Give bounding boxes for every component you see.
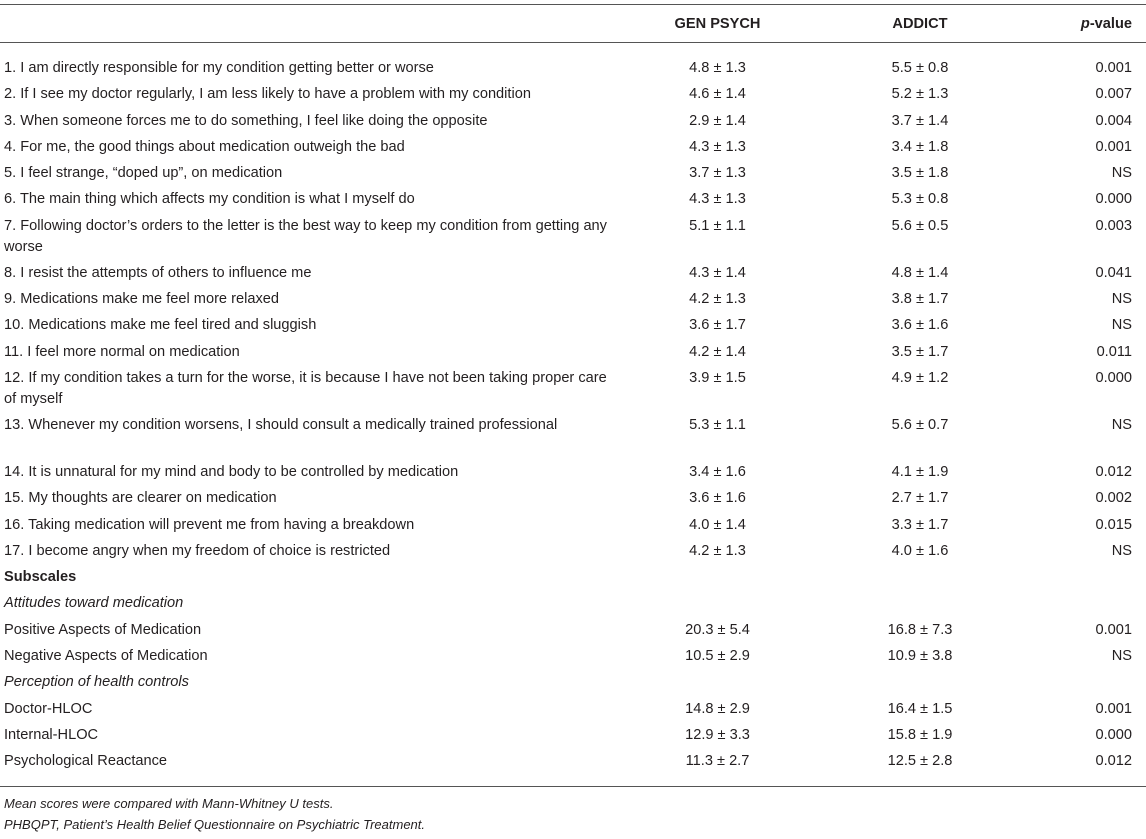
table-row [0,58,1146,84]
table-row [0,646,1146,672]
row-label: 8. I resist the attempts of others to influence me [4,264,312,281]
row-label: 17. I become angry when my freedom of choice is restricted [4,542,391,559]
row-addict: 4.9 ± 1.2 [891,369,949,386]
row-p-value: 0.002 [1095,490,1132,507]
subscales-title: Subscales [4,569,77,586]
row-gen-psych: 20.3 ± 5.4 [685,621,750,638]
row-addict: 3.5 ± 1.7 [891,343,949,360]
row-p-value: 0.000 [1095,726,1132,743]
row-p-value: NS [1111,542,1132,559]
row-addict: 10.9 ± 3.8 [887,648,953,665]
row-addict: 5.6 ± 0.7 [891,416,949,433]
row-addict: 3.8 ± 1.7 [891,291,949,308]
row-p-value: 0.015 [1095,516,1132,533]
row-gen-psych: 4.0 ± 1.4 [689,516,746,533]
table-row [0,699,1146,725]
row-label: 5. I feel strange, “doped up”, on medication [4,165,283,182]
row-label: 14. It is unnatural for my mind and body to be controlled by medication [4,463,459,480]
row-p-value: 0.001 [1095,700,1132,717]
table-header [0,5,1146,42]
row-label: 6. The main thing which affects my condition is what I myself do [4,191,415,208]
row-label: 4. For me, the good things about medication outweigh the bad [4,138,405,155]
results-table [0,4,1146,835]
row-p-value: 0.012 [1095,463,1132,480]
table-row [0,515,1146,541]
row-p-value: 0.001 [1095,621,1132,638]
row-label: 16. Taking medication will prevent me from having a breakdown [4,516,415,533]
row-addict: 3.6 ± 1.6 [891,317,949,334]
table-row [0,163,1146,189]
table-row [0,216,1146,263]
row-label: Psychological Reactance [4,753,168,770]
row-gen-psych: 4.3 ± 1.4 [689,264,746,281]
row-label: 11. I feel more normal on medication [4,343,240,360]
row-addict: 15.8 ± 1.9 [887,726,953,743]
row-addict: 16.8 ± 7.3 [887,621,953,638]
row-addict: 4.8 ± 1.4 [891,264,949,281]
row-addict: 3.7 ± 1.4 [891,112,949,129]
row-p-value: NS [1111,416,1132,433]
header-p-value [1025,16,1142,32]
row-label: Internal-HLOC [4,726,99,743]
row-gen-psych: 4.2 ± 1.3 [689,542,746,559]
group-title-attitudes: Attitudes toward medication [4,595,184,612]
row-p-value: 0.012 [1095,753,1132,770]
row-p-value: 0.011 [1096,343,1132,360]
table-row [0,541,1146,567]
row-p-value: NS [1111,165,1132,182]
row-label: Doctor-HLOC [4,700,93,717]
group-title-health-controls: Perception of health controls [4,674,189,691]
row-gen-psych: 3.4 ± 1.6 [689,463,746,480]
row-p-value: 0.000 [1095,369,1132,386]
footnote-2: PHBQPT, Patient’s Health Belief Questionnaire on Psychiatric Treatment. [4,816,426,832]
table-row [0,263,1146,289]
row-p-value: 0.000 [1095,191,1132,208]
row-label: 2. If I see my doctor regularly, I am less likely to have a problem with my condition [4,86,531,103]
row-label: 15. My thoughts are clearer on medication [4,490,277,507]
row-addict: 4.1 ± 1.9 [891,463,949,480]
table-row [0,462,1146,488]
row-label: 3. When someone forces me to do something, I feel like doing the opposite [4,112,488,129]
row-p-value: 0.001 [1095,138,1132,155]
row-gen-psych: 3.7 ± 1.3 [689,165,746,182]
row-gen-psych: 4.8 ± 1.3 [689,60,746,76]
table-row [0,620,1146,646]
table-row [0,725,1146,751]
row-p-value: 0.004 [1095,112,1132,129]
row-p-value: 0.041 [1095,264,1132,281]
row-gen-psych: 4.2 ± 1.4 [689,343,746,360]
row-addict: 12.5 ± 2.8 [887,753,953,770]
row-addict: 16.4 ± 1.5 [887,700,953,717]
row-gen-psych: 3.6 ± 1.7 [689,317,746,334]
row-p-value: 0.003 [1095,217,1132,234]
row-gen-psych: 4.3 ± 1.3 [689,191,746,208]
header-addict: ADDICT [892,16,948,32]
table-row [0,342,1146,368]
row-p-value: 0.001 [1095,60,1132,76]
table-row [0,315,1146,341]
footnotes [0,787,1146,835]
row-addict: 5.3 ± 0.8 [891,191,949,208]
row-p-value: NS [1111,648,1132,665]
row-addict: 2.7 ± 1.7 [891,490,949,507]
row-label: 9. Medications make me feel more relaxed [4,291,279,308]
row-gen-psych: 11.3 ± 2.7 [685,753,750,770]
row-addict: 5.2 ± 1.3 [891,86,949,103]
row-gen-psych: 12.9 ± 3.3 [685,726,750,743]
header-p-rest: -value [1089,16,1132,32]
row-gen-psych: 4.6 ± 1.4 [689,86,746,103]
table-row [0,289,1146,315]
row-gen-psych: 2.9 ± 1.4 [689,112,746,129]
table-row [0,137,1146,163]
row-label: 12. If my condition takes a turn for the worse, it is because I have not been taking proper care of myself [4,369,607,407]
row-addict: 3.4 ± 1.8 [891,138,949,155]
row-addict: 4.0 ± 1.6 [891,542,949,559]
row-label: Positive Aspects of Medication [4,621,202,638]
table-row [0,751,1146,777]
row-label: 7. Following doctor’s orders to the letter is the best way to keep my condition from getting any worse [4,217,607,255]
row-addict: 3.5 ± 1.8 [891,165,949,182]
table-row [0,111,1146,137]
row-gen-psych: 14.8 ± 2.9 [685,700,750,717]
row-addict: 5.6 ± 0.5 [891,217,949,234]
row-gen-psych: 5.3 ± 1.1 [689,416,746,433]
row-gen-psych: 3.6 ± 1.6 [689,490,746,507]
row-gen-psych: 5.1 ± 1.1 [689,217,746,234]
table-row [0,415,1146,462]
group-heading [0,672,1146,698]
row-label: 10. Medications make me feel tired and sluggish [4,317,317,334]
row-gen-psych: 10.5 ± 2.9 [685,648,750,665]
subscales-heading [0,567,1146,593]
row-addict: 5.5 ± 0.8 [891,60,949,76]
row-gen-psych: 4.3 ± 1.3 [689,138,746,155]
table-row [0,189,1146,215]
row-label: Negative Aspects of Medication [4,648,208,665]
header-p-italic: p [1080,16,1090,32]
row-label: 1. I am directly responsible for my condition getting better or worse [4,60,434,76]
row-label: 13. Whenever my condition worsens, I should consult a medically trained professional [4,416,558,433]
row-p-value: NS [1111,317,1132,334]
row-gen-psych: 4.2 ± 1.3 [689,291,746,308]
table-row [0,488,1146,514]
row-addict: 3.3 ± 1.7 [891,516,949,533]
header-gen-psych: GEN PSYCH [674,16,761,32]
row-p-value: NS [1111,291,1132,308]
table-row [0,368,1146,415]
group-heading [0,593,1146,619]
row-p-value: 0.007 [1095,86,1132,103]
footnote-1: Mean scores were compared with Mann-Whitney U tests. [4,795,334,811]
table-body [0,43,1146,778]
table-row [0,84,1146,110]
row-gen-psych: 3.9 ± 1.5 [689,369,746,386]
